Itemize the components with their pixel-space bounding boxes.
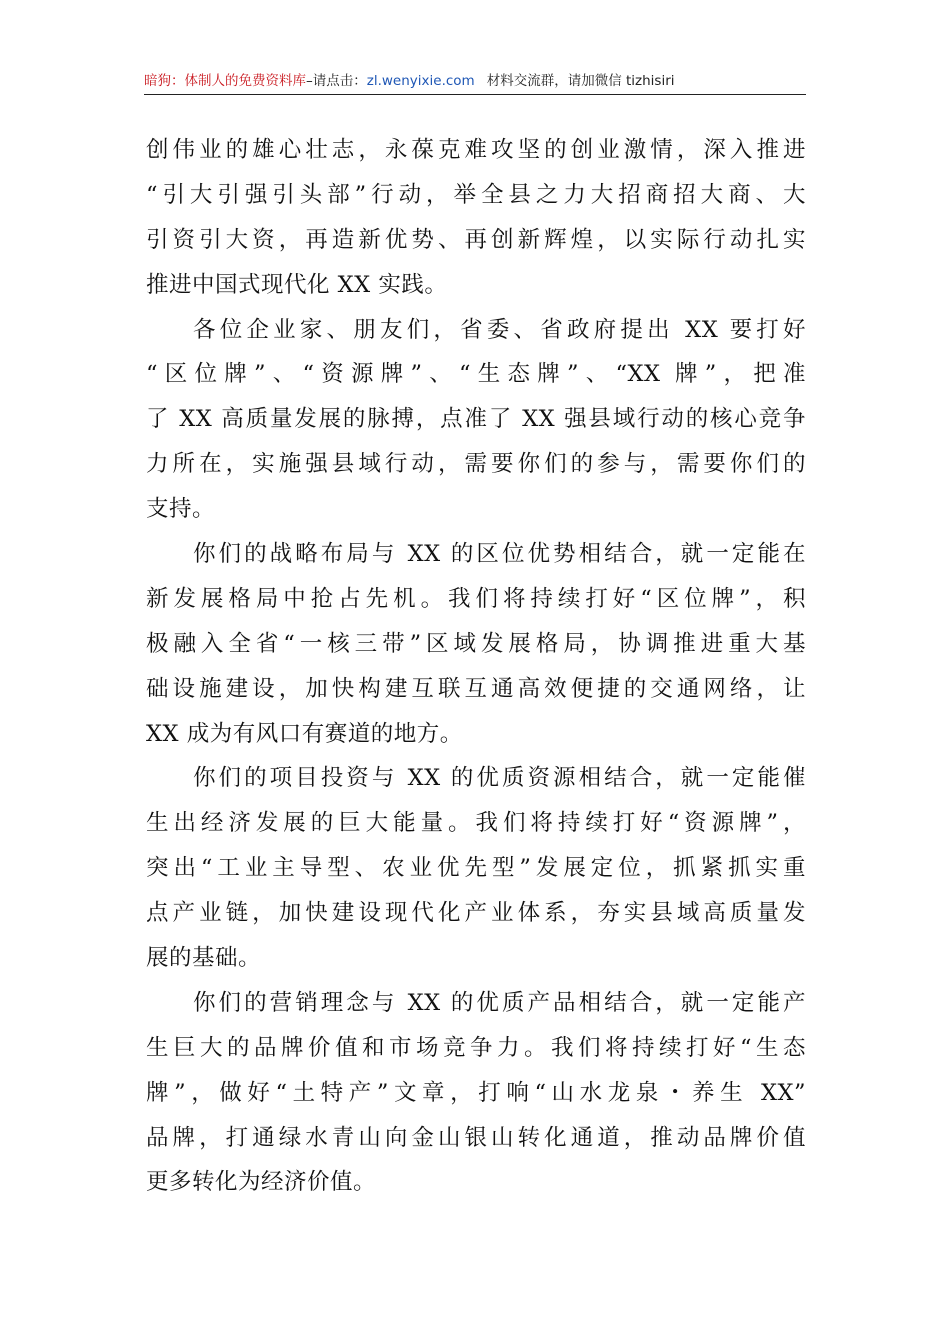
text-line: 更多转化为经济价值。: [146, 1169, 377, 1196]
paragraph-5: [146, 981, 806, 1205]
text-line: 生出经济发展的巨大能量。我们将持续打好“资源牌”，: [146, 810, 806, 837]
header-click-prompt: –请点击：: [306, 73, 367, 89]
text-line: 你们的战略布局与 XX 的区位优势相结合，就一定能在: [193, 541, 806, 568]
text-line: 各位企业家、朋友们，省委、省政府提出 XX 要打好: [193, 316, 806, 343]
text-line: 支持。: [146, 496, 216, 523]
text-line: 品牌，打通绿水青山向金山银山转化通道，推动品牌价值: [146, 1124, 806, 1151]
text-line: XX 成为有风口有赛道的地方。: [146, 720, 463, 747]
text-line: 创伟业的雄心壮志，永葆克难攻坚的创业激情，深入推进: [146, 137, 806, 163]
header-divider: [144, 94, 806, 95]
text-line: 你们的项目投资与 XX 的优质资源相结合，就一定能催: [193, 765, 806, 792]
text-line: 推进中国式现代化 XX 实践。: [146, 271, 448, 298]
text-line: “引大引强引头部”行动，举全县之力大招商招大商、大: [146, 181, 806, 208]
paragraph-4: [146, 756, 806, 980]
header-brand: 暗狗：体制人的免费资料库: [144, 73, 306, 89]
text-line: 展的基础。: [146, 945, 262, 972]
text-line: 你们的营销理念与 XX 的优质产品相结合，就一定能产: [193, 989, 806, 1016]
document-body: [146, 128, 806, 1205]
text-line: 力所在，实施强县域行动，需要你们的参与，需要你们的: [146, 451, 806, 478]
page-header: [144, 68, 806, 94]
text-line: 了 XX 高质量发展的脉搏，点准了 XX 强县域行动的核心竞争: [146, 406, 806, 433]
header-group-note: 材料交流群，请加微信 tizhisiri: [486, 73, 675, 89]
text-line: 点产业链，加快建设现代化产业体系，夯实县域高质量发: [146, 900, 806, 927]
text-line: 生巨大的品牌价值和市场竞争力。我们将持续打好“生态: [146, 1034, 806, 1061]
paragraph-1: [146, 128, 806, 308]
paragraph-2: [146, 308, 806, 532]
text-line: 牌”，做好“土特产”文章，打响“山水龙泉・养生 XX”: [146, 1079, 806, 1106]
text-line: “区位牌”、“资源牌”、“生态牌”、“XX 牌”，把准: [146, 361, 806, 388]
text-line: 极融入全省“一核三带”区域发展格局，协调推进重大基: [146, 630, 806, 657]
header-url-link[interactable]: zl.wenyixie.com: [366, 73, 475, 89]
text-line: 础设施建设，加快构建互联互通高效便捷的交通网络，让: [146, 675, 806, 702]
text-line: 引资引大资，再造新优势、再创新辉煌，以实际行动扎实: [146, 226, 806, 253]
paragraph-3: [146, 532, 806, 756]
text-line: 突出“工业主导型、农业优先型”发展定位，抓紧抓实重: [146, 855, 806, 882]
text-line: 新发展格局中抢占先机。我们将持续打好“区位牌”，积: [146, 585, 806, 612]
